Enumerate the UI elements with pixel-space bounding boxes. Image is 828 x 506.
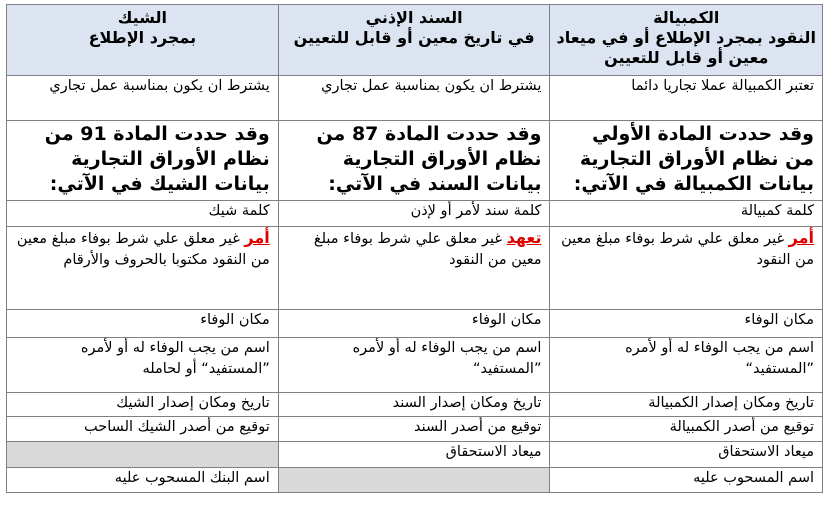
- cell-cheque: توقيع من أصدر الشيك الساحب: [7, 417, 279, 442]
- table-row: [7, 393, 823, 417]
- cell-promissory: توقيع من أصدر السند: [278, 417, 550, 442]
- table-row: [7, 227, 823, 310]
- table-row: [7, 76, 823, 121]
- cell-cheque: يشترط ان يكون بمناسبة عمل تجاري: [7, 76, 279, 121]
- cell-promissory: يشترط ان يكون بمناسبة عمل تجاري: [278, 76, 550, 121]
- table-row: [7, 442, 823, 468]
- cell-bill: ميعاد الاستحقاق: [550, 442, 823, 468]
- table-row: [7, 468, 823, 493]
- keyword-order: أمر: [788, 228, 814, 247]
- header-bill: [550, 5, 823, 76]
- keyword-order: أمر: [244, 228, 270, 247]
- cell-bill: مكان الوفاء: [550, 310, 823, 338]
- header-promissory: [278, 5, 550, 76]
- cell-bill: [550, 227, 823, 310]
- header-cheque: [7, 5, 279, 76]
- cell-cheque: [7, 227, 279, 310]
- cell-promissory: مكان الوفاء: [278, 310, 550, 338]
- cell-promissory: ميعاد الاستحقاق: [278, 442, 550, 468]
- cell-promissory: تاريخ ومكان إصدار السند: [278, 393, 550, 417]
- header-bill-title: الكمبيالة: [653, 8, 720, 27]
- cell-bill: تعتبر الكمبيالة عملا تجاريا دائما: [550, 76, 823, 121]
- table-row: [7, 310, 823, 338]
- keyword-pledge: تعهد: [506, 228, 542, 247]
- cell-bill: وقد حددت المادة الأولي من نظام الأوراق التجارية بيانات الكمبيالة في الآتي:: [550, 121, 823, 201]
- header-promissory-subtitle: في تاريخ معين أو قابل للتعيين: [293, 28, 535, 47]
- cell-text: غير معلق علي شرط بوفاء مبلغ معين من النقود: [561, 231, 814, 268]
- cell-text: غير معلق علي شرط بوفاء مبلغ معين من النقود مكتوبا بالحروف والأرقام: [16, 231, 270, 268]
- cell-promissory: كلمة سند لأمر أو لإذن: [278, 201, 550, 227]
- cell-promissory-empty: [278, 468, 550, 493]
- cell-text: غير معلق علي شرط بوفاء مبلغ معين من النقود: [313, 231, 542, 268]
- table-row: [7, 338, 823, 393]
- cell-bill: كلمة كمبيالة: [550, 201, 823, 227]
- cell-cheque: وقد حددت المادة 91 من نظام الأوراق التجارية بيانات الشيك في الآتي:: [7, 121, 279, 201]
- cell-bill: اسم من يجب الوفاء له أو لأمره ”المستفيد“: [550, 338, 823, 393]
- cell-cheque: مكان الوفاء: [7, 310, 279, 338]
- header-row: [7, 5, 823, 76]
- cell-bill: توقيع من أصدر الكمبيالة: [550, 417, 823, 442]
- header-promissory-title: السند الإذني: [365, 8, 463, 27]
- cell-promissory: [278, 227, 550, 310]
- cell-cheque-empty: [7, 442, 279, 468]
- cell-promissory: اسم من يجب الوفاء له أو لأمره ”المستفيد“: [278, 338, 550, 393]
- table-row: [7, 417, 823, 442]
- comparison-table: [6, 4, 823, 493]
- header-cheque-title: الشيك: [117, 8, 167, 27]
- cell-cheque: تاريخ ومكان إصدار الشيك: [7, 393, 279, 417]
- table-row: [7, 121, 823, 201]
- cell-cheque: اسم من يجب الوفاء له أو لأمره ”المستفيد“ أو لحامله: [7, 338, 279, 393]
- header-cheque-subtitle: بمجرد الإطلاع: [88, 28, 197, 47]
- cell-cheque: كلمة شيك: [7, 201, 279, 227]
- cell-bill: تاريخ ومكان إصدار الكمبيالة: [550, 393, 823, 417]
- cell-cheque: اسم البنك المسحوب عليه: [7, 468, 279, 493]
- cell-promissory: وقد حددت المادة 87 من نظام الأوراق التجارية بيانات السند في الآتي:: [278, 121, 550, 201]
- table-row: [7, 201, 823, 227]
- header-bill-subtitle: النقود بمجرد الإطلاع أو في ميعاد معين أو قابل للتعيين: [556, 28, 816, 67]
- cell-bill: اسم المسحوب عليه: [550, 468, 823, 493]
